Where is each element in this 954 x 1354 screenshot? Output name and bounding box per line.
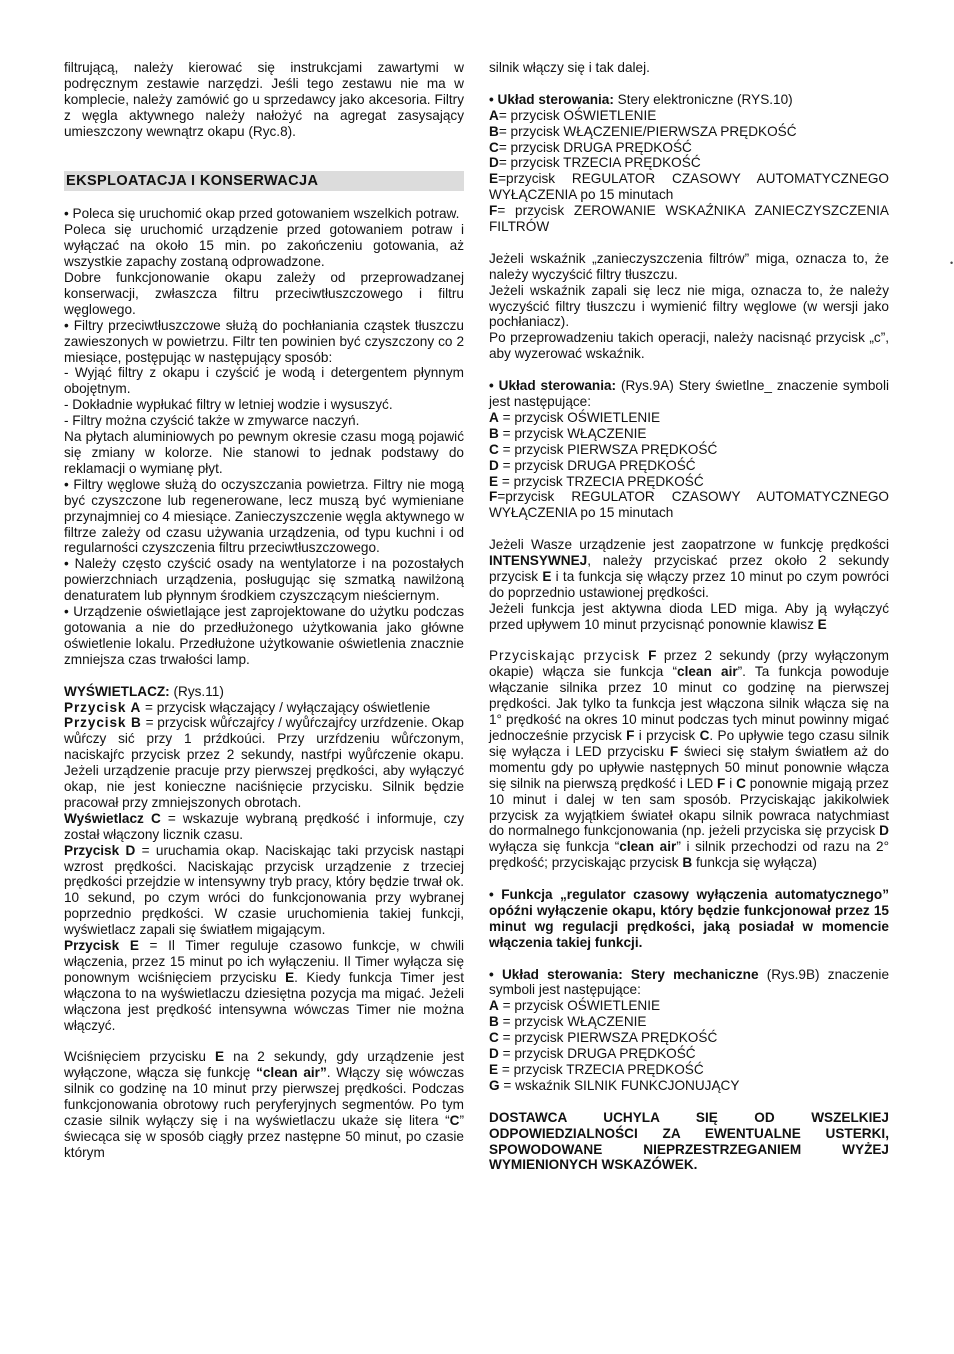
key-label: F (669, 743, 679, 759)
key-label: C (736, 775, 746, 791)
text: świeci się stałym światłem aż do momentu gdy po upływie następnych 50 minut ponownie włącza się silnik na pierwszą prędkość i LED (489, 743, 889, 791)
key-label: B (489, 123, 499, 139)
clean-air-f-paragraph (489, 648, 889, 871)
paragraph: • Należy często czyścić osady na wentylatorze i na pozostałych powierzchniach urządzenia, posługując się szmatką nawilżoną denaturatem lub płynnym środkiem czyszczącym nieściernym. (64, 556, 464, 604)
text: ponownie migają przez 10 minut i dalej w ten sam sposób. Przyciskając jakikolwiek przycisk za wyjątkiem świateł okapu silnik powraca natychmiast do normalnego funkcjonowania (np. jeżeli przyciska się przycisk (489, 775, 889, 839)
paragraph: - Dokładnie wypłukać filtry w letniej wodzie i wysuszyć. (64, 397, 393, 413)
button-a-label: Przycisk A (64, 699, 142, 715)
key-label: C (489, 1030, 499, 1046)
list-item (489, 489, 889, 521)
list-item (489, 458, 889, 474)
list-item (489, 474, 889, 490)
item-text: = przycisk WŁĄCZENIE/PIERWSZA PRĘDKOŚĆ (498, 123, 797, 139)
paragraph: Na płytach aluminiowych po pewnym okresie czasu mogą pojawić się zmiany w kolorze. Nie stanowi to jednak podstawy do reklamacji o wymianę płyt. (64, 429, 464, 476)
button-b-text: = przycisk wůŕczajŕcy / wyůŕczajŕcy urzŕdzenie. Okap wůŕczy sić przy 1 prźdkoúci. Przy urzŕdzeniu wůŕczonym, naciskajŕc przycisk przez 2 sekundy, nastŕpi wyůŕczenie okapu. Jeżeli urządzenie pracuje przy pierwszej prędkości, aby wyłączyć okap, nie jest konieczne naciśnięcie przycisku. Silnik będzie pracował przy zmniejszonych obrotach. (64, 715, 464, 810)
paragraph: • Filtry węglowe służą do oczyszczania powietrza. Filtry nie mogą być czyszczone lub regenerowane, lecz muszą być wymieniane przynajmniej co 4 miesiące. Zanieczyszczenie węgla aktywnego w filtrze zależy od czasu używania urządzenia, od typu kuchni i od regularności czyszczenia filtru przeciwtłuszczowego. (64, 476, 464, 556)
list-item (489, 124, 889, 140)
item-text: = przycisk WŁĄCZENIE (498, 425, 647, 441)
key-label: E (489, 1061, 499, 1077)
text: Jeżeli Wasze urządzenie jest zaopatrzone w funkcję prędkości (489, 537, 889, 553)
text: i (725, 775, 737, 791)
list-item (489, 155, 889, 171)
list-item (489, 998, 889, 1014)
controls-desc: Stery elektroniczne (RYS.10) (613, 91, 793, 107)
key-label: A (489, 409, 499, 425)
item-text: = przycisk DRUGA PRĘDKOŚĆ (498, 457, 696, 473)
text: . Włączy się wówczas silnik co godzinę na 10 minut przy pierwszej prędkości. Podczas funkcjonowania obrotowy ruch peryferyjnych segmentów. Po tym czasie silnik wyłączy się i na wyświetlaczu ukaże się litera “ (64, 1065, 465, 1129)
text: ”. Ta funkcja powoduje włączanie silnika przez 10 minut co godzinę na pierwszej prędkości. Jak tylko ta funkcja jest włączona silnik włącza się na 1° prędkość na okres 10 minut podczas tych minut powinny migać jednocześnie przycisk (489, 664, 890, 743)
item-text: =przycisk REGULATOR CZASOWY AUTOMATYCZNEGO WYŁĄCZENIA po 15 minutach (489, 171, 889, 203)
button-a-desc (64, 700, 464, 716)
intensive-paragraph (489, 537, 889, 601)
item-text: = przycisk TRZECIA PRĘDKOŚĆ (498, 155, 701, 171)
controls-desc: (Rys.9B) znaczenie symboli jest następujące: (489, 966, 889, 998)
controls-label: • Układ sterowania: Stery mechaniczne (489, 966, 759, 982)
button-b-desc (64, 715, 464, 810)
item-text: = wskaźnik SILNIK FUNKCJONUJĄCY (499, 1077, 740, 1093)
display-c-label: Wyświetlacz C (64, 810, 161, 826)
key-label: F (489, 489, 498, 505)
key-label: A (489, 107, 499, 123)
item-text: = przycisk OŚWIETLENIE (498, 409, 661, 425)
list-item (489, 410, 889, 426)
list-item (489, 108, 889, 124)
list-item (489, 1030, 889, 1046)
letter-c: C (449, 1113, 460, 1129)
intensive-label: INTENSYWNEJ (489, 553, 588, 569)
key-label: F (489, 203, 498, 219)
item-text: = przycisk DRUGA PRĘDKOŚĆ (498, 139, 692, 155)
controls-mechanical-list (489, 998, 889, 1093)
clean-air-paragraph (64, 1049, 464, 1160)
item-text: = przycisk PIERWSZA PRĘDKOŚĆ (498, 441, 718, 457)
text: na 2 sekundy, gdy urządzenie jest wyłączone, włącza się funkcję (64, 1049, 464, 1081)
controls-mechanical-heading (489, 967, 889, 999)
key-e: E (817, 616, 827, 632)
key-e: E (285, 969, 295, 985)
key-label: C (699, 727, 710, 743)
left-column (64, 60, 464, 1161)
paragraph: • Filtry przeciwtłuszczowe służą do pochłaniania cząstek tłuszczu zawieszonych w powietrzu. Filtr ten powinien być czyszczony co 2 miesiące, postępując w następujący sposób: (64, 317, 464, 365)
liability-warning: DOSTAWCA UCHYLA SIĘ OD WSZELKIEJ ODPOWIEDZIALNOŚCI ZA EWENTUALNE USTERKI, SPOWODOWANE NIEPRZESTRZEGANIEM WYŻEJ WYMIENIONYCH WSKAZÓWEK. (489, 1109, 889, 1173)
controls-label: • Układ sterowania: (489, 91, 614, 107)
intro-paragraph: filtrującą, należy kierować się instrukcjami zawartymi w podręcznym zestawie narzędzi. Jeśli tego zestawu nie ma w komplecie, należy zamówić go u sprzedawcy jako akcesoria. Filtry z węgla aktywnego należy nałożyć na agregat zasysający umieszczony wewnątrz okapu (Ryc.8). (64, 60, 464, 139)
paragraph: Po przeprowadzeniu takich operacji, należy nacisnąć przycisk „c”, aby wyzerować wskaźnik. (489, 330, 889, 362)
key-label: E (489, 473, 499, 489)
paragraph: • Poleca się uruchomić okap przed gotowaniem wszelkich potraw. (64, 206, 460, 222)
clean-air-label: clean air (677, 664, 738, 680)
controls-light-list (489, 410, 889, 521)
continuation-text: silnik włączy się i tak dalej. (489, 60, 650, 75)
key-label: B (682, 855, 693, 871)
display-c-desc (64, 811, 464, 843)
item-text: = przycisk DRUGA PRĘDKOŚĆ (498, 1046, 696, 1062)
list-item (489, 442, 889, 458)
button-d-desc (64, 843, 464, 938)
item-text: = przycisk OŚWIETLENIE (498, 107, 657, 123)
text: funkcja się wyłącza) (692, 855, 817, 871)
item-text: = przycisk TRZECIA PRĘDKOŚĆ (498, 1061, 704, 1077)
key-f: F (648, 648, 657, 664)
key-label: C (489, 441, 499, 457)
item-text: = przycisk WŁĄCZENIE (498, 1014, 647, 1030)
item-text: = przycisk PIERWSZA PRĘDKOŚĆ (498, 1030, 718, 1046)
item-text: =przycisk REGULATOR CZASOWY AUTOMATYCZNEGO WYŁĄCZENIA po 15 minutach (489, 489, 889, 521)
key-label: D (489, 457, 499, 473)
list-item (489, 426, 889, 442)
right-column (489, 60, 889, 1173)
text: przez 2 sekundy (przy wyłączonym okapie) włącza sie funkcja “ (489, 648, 889, 680)
clean-air-label: “clean air” (256, 1065, 327, 1081)
key-label: C (489, 139, 499, 155)
key-label: B (489, 1014, 499, 1030)
list-item (489, 1014, 889, 1030)
button-e-text2: . Kiedy funkcja Timer jest włączona to na wyświetlaczu dziesiętna pozycja ma migać. Jeżeli włączona jest prędkość intensywna wówczas Timer nie można włączyć. (64, 969, 464, 1033)
key-e: E (215, 1049, 225, 1065)
paragraph: Jeżeli wskaźnik „zanieczyszczenia filtrów” miga, oznacza to, że należy wyczyścić filtry tłuszczu. (489, 250, 889, 282)
controls-light-heading (489, 378, 889, 410)
text: ” świecąca się w sposób ciągły przez następne 50 minut, po czasie którym (64, 1113, 464, 1160)
controls-electronic-heading (489, 92, 889, 108)
button-b-label: Przycisk B (64, 715, 142, 731)
paragraph: • Urządzenie oświetlające jest zaprojektowane do użytku podczas gotowania a nie do przedłużonego użytkowania jako główne oświetlenie lokalu. Przedłużone użytkowanie oświetlenia znacznie zmniejsza czas trwałości lamp. (64, 604, 464, 667)
key-label: B (489, 425, 499, 441)
paragraph: - Filtry można czyścić także w zmywarce naczyń. (64, 413, 360, 429)
display-c-text: = wskazuje wybraną prędkość i informuje, czy został włączony licznik czasu. (64, 810, 464, 842)
button-a-text: = przycisk włączający / wyłączający oświetlenie (141, 699, 431, 715)
display-title: WYŚWIETLACZ: (64, 683, 170, 699)
button-e-text: = Il Timer reguluje czasowo funkcje, w chwili włączenia, przez 15 minut po ich wyłączeniu. Il Timer wyłącza się ponownym wciśnięciem przycisku (64, 938, 465, 985)
text: wyłącza się funkcja “ (489, 839, 620, 855)
item-text: = przycisk ZEROWANIE WSKAŹNIKA ZANIECZYSZCZENIA FILTRÓW (489, 203, 889, 235)
paragraph: Poleca się uruchomić urządzenie przed gotowaniem potraw i wyłączać na około 15 min. po zakończeniu gotowania, aż wszystkie zapachy zostaną odprowadzone. (64, 222, 464, 270)
list-item (489, 171, 889, 203)
section-heading: EKSPLOATACJA I KONSERWACJA (64, 171, 464, 191)
paragraph: Dobre funkcjonowanie okapu zależy od przeprowadzanej konserwacji, zwłaszcza filtru przeciwtłuszczowego i filtru węglowego. (64, 270, 464, 317)
key-label: D (489, 1046, 499, 1062)
text: Wciśnięciem przycisku (64, 1049, 216, 1065)
text: , należy przyciskać przez około 2 sekundy przycisk (489, 553, 889, 584)
text: i przycisk (634, 727, 700, 743)
key-label: G (489, 1077, 500, 1093)
margin-mark: • (950, 258, 954, 268)
controls-electronic-list (489, 108, 889, 235)
timer-function-paragraph: • Funkcja „regulator czasowy wyłączenia automatycznego” opóźni wyłączenie okapu, który będzie funkcjonował przez 15 minut wg regulacji prędkości, jaką posiadał w momencie włączenia takiej funkcji. (489, 887, 889, 950)
key-label: F (626, 727, 635, 743)
button-d-text: = uruchamia okap. Naciskając taki przycisk nastąpi wzrost prędkości. Naciskając przycisk urządzenie z trzeciej prędkości przejdzie w intensywny tryb pracy, który będzie trwał ok. 10 sekund, po czym wróci do funkcjonowania przy wybranej poprzednio prędkości. W czasie uruchomienia takiej funkcji, wyświetlacz zapali się światłem migającym. (64, 842, 465, 938)
key-label: D (879, 823, 889, 839)
text: i ta funkcja się włączy przez 10 minut po czym powróci do poprzednio ustawionej prędkości. (489, 568, 889, 600)
key-label: A (489, 998, 499, 1014)
clean-air-label: clean air (619, 839, 677, 855)
text: . Po upływie tego czasu silnik się wyłącza i LED przycisku (489, 727, 889, 759)
list-item (489, 1078, 889, 1094)
paragraph: Jeżeli wskaźnik zapali się lecz nie miga, oznacza to, że należy wyczyścić filtry tłuszczu i wymienić filtry węglowe (w wersji jako pochłaniacz). (489, 282, 889, 330)
controls-desc: (Rys.9A) Stery świetlne_ znaczenie symboli jest następujące: (489, 378, 889, 409)
display-ref: (Rys.11) (169, 683, 224, 699)
text: ” i silnik przechodzi od razu na 2° prędkość; przyciskając przycisk (489, 839, 890, 871)
key-label: F (717, 775, 726, 791)
text: Przyciskając przycisk (489, 648, 649, 664)
display-heading (64, 684, 464, 700)
led-paragraph (489, 601, 889, 633)
list-item (489, 203, 889, 235)
controls-label: • Układ sterowania: (489, 378, 617, 394)
button-e-label: Przycisk E (64, 938, 139, 954)
paragraph: - Wyjąć filtry z okapu i czyścić je wodą i detergentem płynnym obojętnym. (64, 365, 464, 397)
key-e: E (542, 568, 552, 584)
item-text: = przycisk OŚWIETLENIE (498, 998, 661, 1014)
text: Jeżeli funkcja jest aktywna dioda LED miga. Aby ją wyłączyć przed upływem 10 minut przycisnąć ponownie klawisz (489, 600, 889, 632)
button-e-desc (64, 938, 464, 1033)
list-item (489, 1062, 889, 1078)
item-text: = przycisk TRZECIA PRĘDKOŚĆ (498, 473, 704, 489)
list-item (489, 140, 889, 156)
button-d-label: Przycisk D (64, 842, 136, 858)
key-label: D (489, 155, 499, 171)
list-item (489, 1046, 889, 1062)
key-label: E (489, 171, 499, 187)
